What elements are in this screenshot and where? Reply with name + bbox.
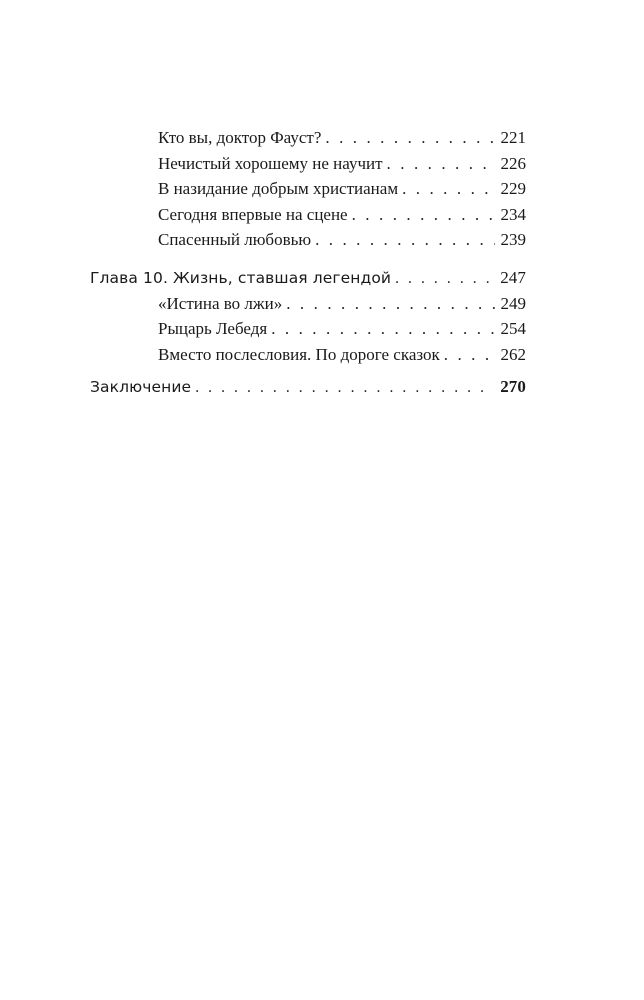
dot-leader <box>387 151 495 177</box>
spacer <box>90 253 526 265</box>
toc-entry-title: «Истина во лжи» <box>158 293 283 313</box>
dot-leader <box>271 316 494 342</box>
dot-leader <box>195 375 494 400</box>
toc-entry[interactable] <box>90 202 526 228</box>
toc-entry[interactable] <box>90 291 526 317</box>
toc-chapter-entry[interactable] <box>90 265 526 291</box>
toc-entry-page: 229 <box>500 179 526 198</box>
toc-entry-title: Нечистый хорошему не научит <box>158 153 383 173</box>
toc-entry-title: Сегодня впервые на сцене <box>158 204 348 224</box>
toc-chapter-title: Глава 10. Жизнь, ставшая легендой <box>90 268 392 287</box>
toc-entry-page: 262 <box>500 344 526 364</box>
toc-entry-page: 226 <box>500 153 526 173</box>
dot-leader <box>315 227 494 253</box>
dot-leader <box>402 176 494 202</box>
toc-entry[interactable] <box>90 342 526 368</box>
toc-entry-title: В назидание добрым христианам <box>158 179 399 198</box>
toc-chapter-page: 247 <box>500 267 526 287</box>
dot-leader <box>286 291 494 317</box>
table-of-contents <box>90 125 526 400</box>
dot-leader <box>325 125 494 151</box>
dot-leader <box>444 342 495 368</box>
toc-conclusion-entry[interactable] <box>90 374 526 400</box>
toc-conclusion-title: Заключение <box>90 378 192 396</box>
toc-conclusion-page: 270 <box>500 377 526 396</box>
toc-entry-page: 239 <box>500 230 526 249</box>
dot-leader <box>395 266 494 291</box>
toc-entry[interactable] <box>90 151 526 177</box>
toc-entry-page: 221 <box>500 128 526 147</box>
toc-entry-title: Вместо послесловия. По дороге сказок <box>158 344 440 364</box>
toc-entry-title: Спасенный любовью <box>158 230 312 249</box>
toc-entry[interactable] <box>90 316 526 342</box>
toc-entry[interactable] <box>90 176 526 202</box>
toc-entry[interactable] <box>90 125 526 151</box>
dot-leader <box>352 202 495 228</box>
toc-entry-page: 254 <box>500 319 526 338</box>
spacer <box>90 367 526 374</box>
toc-entry-title: Кто вы, доктор Фауст? <box>158 128 322 147</box>
toc-entry[interactable] <box>90 227 526 253</box>
toc-entry-title: Рыцарь Лебедя <box>158 319 268 338</box>
toc-entry-page: 249 <box>500 293 526 313</box>
toc-entry-page: 234 <box>500 204 526 224</box>
